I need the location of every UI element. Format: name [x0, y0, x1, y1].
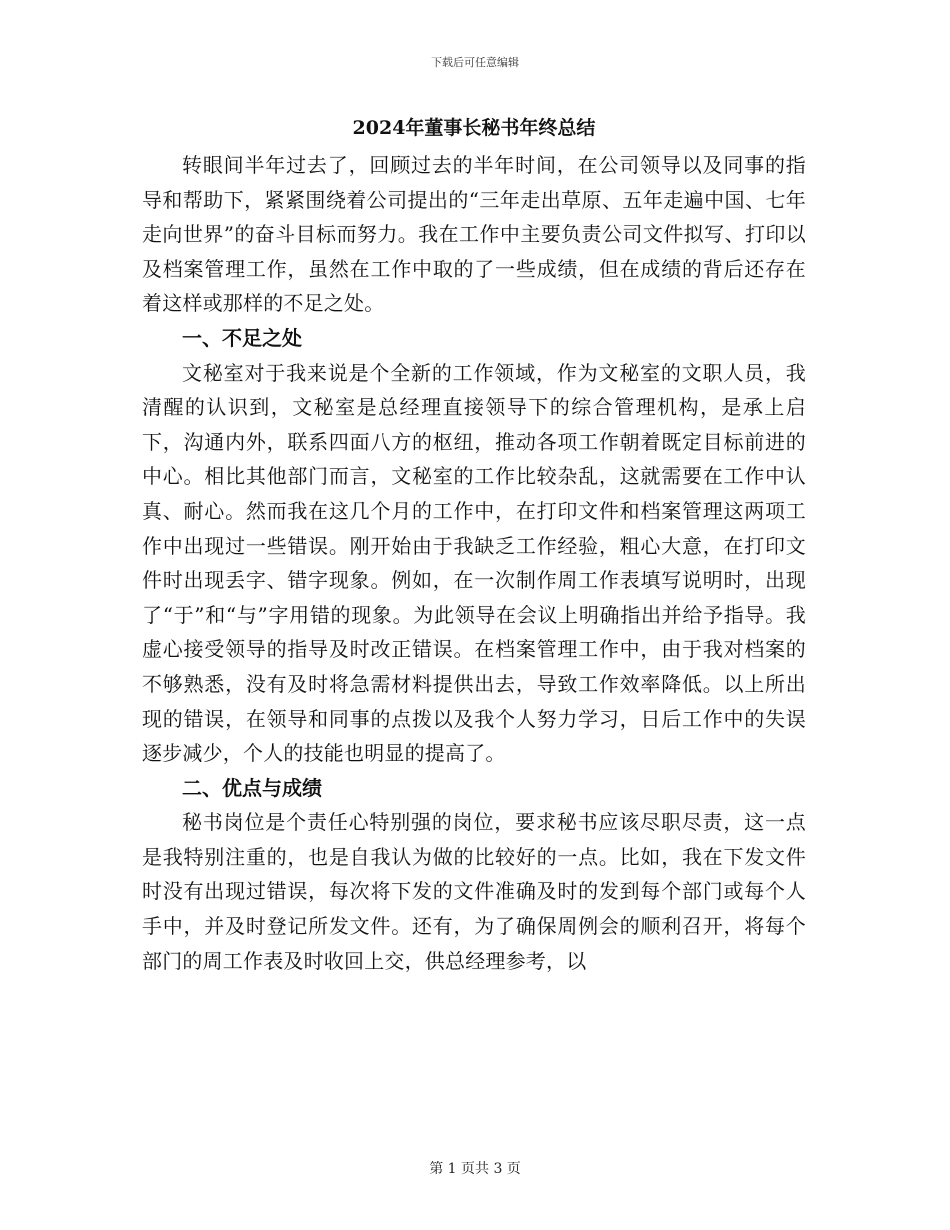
achievements-paragraph: 秘书岗位是个责任心特别强的岗位，要求秘书应该尽职尽责，这一点是我特别注重的，也是自我认为做的比较好的一点。比如，我在下发文件时没有出现过错误，每次将下发的文件准确及时的发到每个部门或每个人手中，并及时登记所发文件。还有，为了确保周例会的顺利召开，将每个部门的周工作表及时收回上交，供总经理参考，以	[142, 810, 806, 973]
header-note: 下载后可任意编辑	[431, 56, 519, 69]
section-heading-shortcomings: 一、不足之处	[182, 325, 302, 350]
document-body	[142, 114, 806, 978]
intro-paragraph: 转眼间半年过去了，回顾过去的半年时间，在公司领导以及同事的指导和帮助下，紧紧围绕着公司提出的“三年走出草原、五年走遍中国、七年走向世界”的奋斗目标而努力。我在工作中主要负责公司文件拟写、打印以及档案管理工作，虽然在工作中取的了一些成绩，但在成绩的背后还存在着这样或那样的不足之处。	[142, 153, 806, 316]
shortcomings-paragraph: 文秘室对于我来说是个全新的工作领域，作为文秘室的文职人员，我清醒的认识到，文秘室是总经理直接领导下的综合管理机构，是承上启下，沟通内外，联系四面八方的枢纽，推动各项工作朝着既定目标前进的中心。相比其他部门而言，文秘室的工作比较杂乱，这就需要在工作中认真、耐心。然而我在这几个月的工作中，在打印文件和档案管理这两项工作中出现过一些错误。刚开始由于我缺乏工作经验，粗心大意，在打印文件时出现丢字、错字现象。例如，在一次制作周工作表填写说明时，出现了“于”和“与”字用错的现象。为此领导在会议上明确指出并给予指导。我虚心接受领导的指导及时改正错误。在档案管理工作中，由于我对档案的不够熟悉，没有及时将急需材料提供出去，导致工作效率降低。以上所出现的错误，在领导和同事的点拨以及我个人努力学习，日后工作中的失误逐步减少，个人的技能也明显的提高了。	[142, 360, 806, 766]
section-heading-achievements: 二、优点与成绩	[182, 775, 322, 800]
document-title: 2024年董事长秘书年终总结	[352, 117, 596, 139]
page-number: 第 1 页共 3 页	[429, 1161, 521, 1177]
